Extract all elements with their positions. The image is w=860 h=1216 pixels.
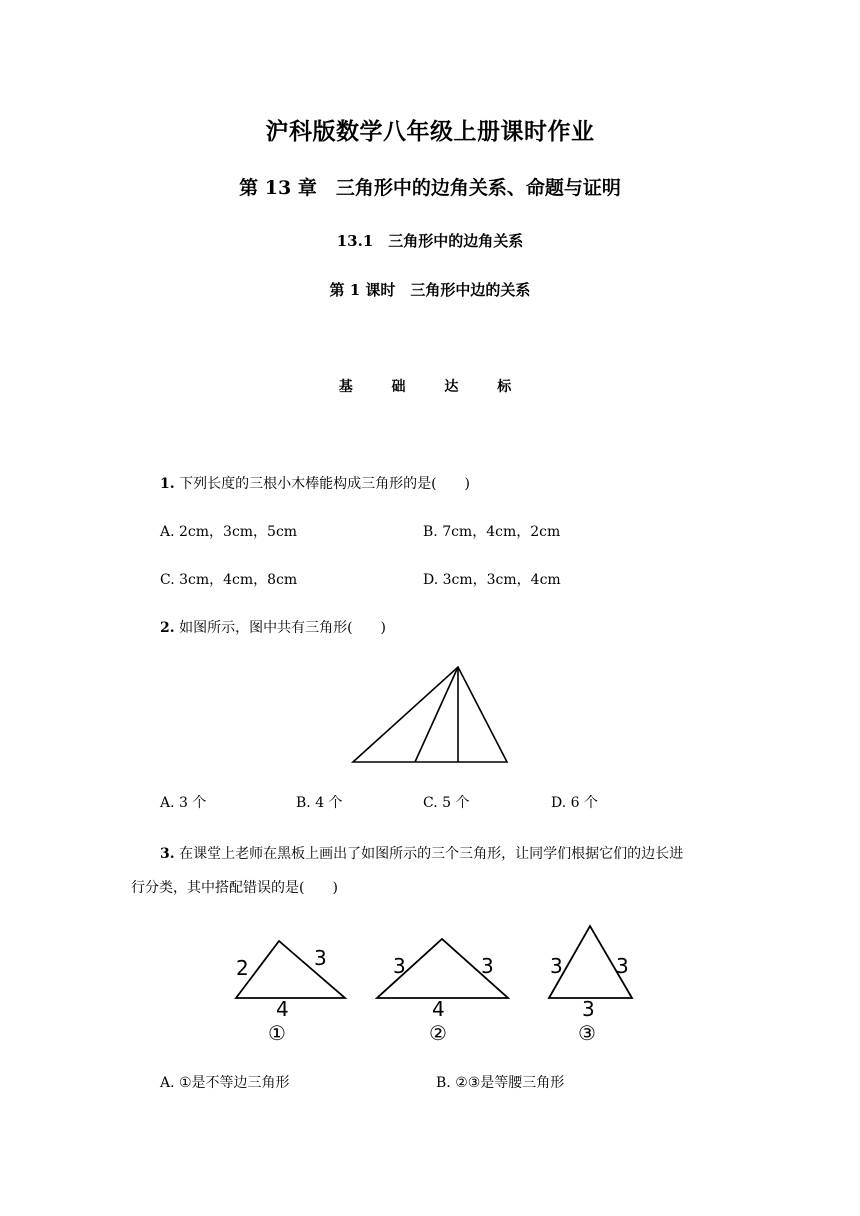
chapter-title: 第 13 章 三角形中的边角关系、命题与证明 (239, 177, 621, 199)
triangle-2-number: ② (429, 1021, 447, 1045)
triangle-3-right-label: 3 (616, 954, 629, 978)
question-number: 1. (160, 476, 175, 492)
option-a: A. ①是不等边三角形 (160, 1075, 290, 1091)
triangle-1-right-label: 3 (314, 946, 327, 970)
triangle-3-left-label: 3 (550, 954, 563, 978)
triangle-1 (236, 941, 345, 998)
triangle-2-bottom-label: 4 (432, 997, 445, 1021)
part-heading: 基 础 达 标 (338, 379, 522, 395)
question-stem-line-2: 行分类，其中搭配错误的是( ) (131, 880, 338, 896)
option-b: B. 7cm，4cm，2cm (423, 524, 561, 540)
option-c: C. 3cm，4cm，8cm (160, 572, 298, 588)
triangle-2-left-label: 3 (393, 954, 406, 978)
triangle-3-bottom-label: 3 (582, 997, 595, 1021)
question-1 (160, 473, 470, 493)
section-title: 13.1 三角形中的边角关系 (336, 232, 524, 250)
question-stem: 如图所示，图中共有三角形( ) (179, 620, 387, 636)
triangle-1-number: ① (268, 1021, 286, 1045)
triangle-2-right-label: 3 (481, 954, 494, 978)
inner-line-left (415, 667, 458, 762)
option-d: D. 6 个 (551, 795, 598, 811)
option-c: C. 5 个 (423, 795, 470, 811)
question-number: 3. (160, 846, 175, 862)
document-title: 沪科版数学八年级上册课时作业 (265, 118, 595, 145)
option-b: B. 4 个 (296, 795, 343, 811)
question-2 (160, 617, 386, 637)
question-number: 2. (160, 620, 175, 636)
figure-q3-triangles (0, 920, 860, 1050)
question-stem-line-1: 在课堂上老师在黑板上画出了如图所示的三个三角形，让同学们根据它们的边长进 (179, 846, 684, 862)
option-b: B. ②③是等腰三角形 (436, 1075, 565, 1091)
question-3 (160, 843, 683, 863)
triangle-1-bottom-label: 4 (276, 997, 289, 1021)
option-a: A. 3 个 (160, 795, 207, 811)
triangle-1-left-label: 2 (236, 956, 249, 980)
triangle-3-number: ③ (578, 1021, 596, 1045)
lesson-title: 第 1 课时 三角形中边的关系 (329, 281, 531, 299)
question-stem: 下列长度的三根小木棒能构成三角形的是( ) (179, 476, 471, 492)
option-a: A. 2cm，3cm，5cm (160, 524, 298, 540)
figure-q2-triangles (0, 660, 860, 780)
outer-triangle (353, 667, 507, 762)
option-d: D. 3cm，3cm，4cm (423, 572, 561, 588)
